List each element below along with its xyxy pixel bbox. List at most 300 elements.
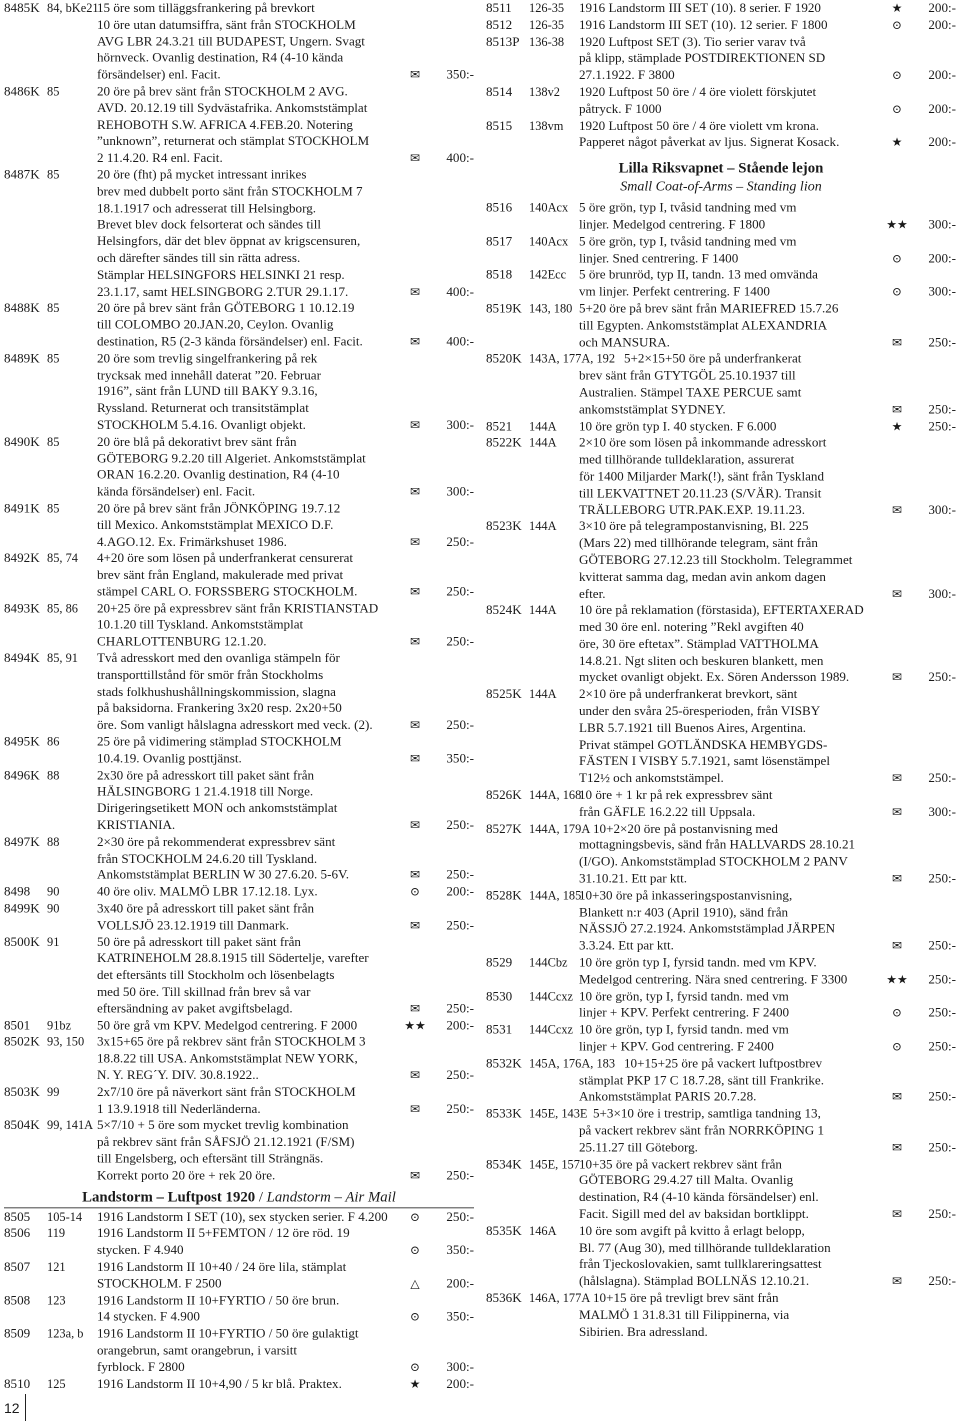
catalog-entry: [4, 734, 474, 767]
catalog-reference: 84, bKe21: [47, 0, 99, 15]
description-line: T12½ och ankomststämpel.: [579, 770, 724, 786]
description-line: Privat stämpel GOTLÄNDSKA HEMBYGDS-: [579, 736, 828, 752]
catalog-entry: [486, 1055, 956, 1105]
catalog-reference: 105-14: [47, 1209, 83, 1224]
condition-symbol-icon: ✉: [409, 334, 421, 349]
lot-number: 8528K: [486, 887, 522, 903]
condition-symbol-icon: ✉: [891, 670, 903, 685]
description-line: Ankomststämplat PARIS 20.7.28.: [579, 1088, 757, 1104]
description-line: hörnveck. Ovanlig destination, R4 (4-10 kända: [97, 50, 344, 65]
description-line: 10+2×20 öre på postanvisning med: [593, 820, 778, 836]
catalog-reference: 143, 180: [529, 301, 573, 316]
lot-number: 8509: [4, 1325, 31, 1341]
catalog-entry: [4, 1017, 474, 1034]
catalog-entry: [4, 834, 474, 884]
catalog-reference: 86: [47, 734, 60, 749]
description-line: 5 öre brunröd, typ II, tandn. 13 med omvända: [579, 266, 818, 282]
description-line: vm linjer. Perfekt centrering. F 1400: [579, 283, 770, 299]
condition-symbol-icon: ★: [891, 418, 903, 433]
price: 200:-: [446, 1275, 474, 1291]
section-rule: [4, 1207, 474, 1208]
description-line: Bl. 77 (Aug 30), med tillhörande tulldeklaration: [579, 1239, 831, 1255]
condition-symbol-icon: ✉: [409, 584, 421, 599]
lot-description: [97, 350, 412, 433]
price: 400:-: [446, 333, 474, 349]
lot-description: [97, 1226, 412, 1259]
lot-number: 8501: [4, 1017, 31, 1033]
description-line: (hålslagna). Stämplad BOLLNÄS 12.10.21.: [579, 1273, 810, 1289]
description-line: kända försändelser) enl. Facit.: [97, 483, 256, 499]
description-line: 1 13.9.1918 till Nederländerna.: [97, 1100, 261, 1116]
description-line: 5+2×15+50 öre på underfrankerat: [624, 350, 802, 366]
description-line: ankomststämplat SYDNEY.: [579, 401, 726, 417]
condition-symbol-icon: ★: [891, 135, 903, 150]
description-line: 5 öre grön, typ I, tvåsid tandning med vm: [579, 199, 797, 215]
lot-description: [97, 734, 412, 767]
description-line: brev med dubbelt porto sänt från STOCKHOLM 7: [97, 183, 363, 199]
condition-symbol-icon: ✉: [891, 1089, 903, 1104]
price: 250:-: [446, 1208, 474, 1224]
description-line: 50 öre grå vm KPV. Medelgod centrering. F 2000: [97, 1017, 358, 1033]
description-line: Australien. Stämpel TAXE PERCUE samt: [579, 384, 802, 400]
lot-description: [579, 435, 894, 519]
lot-number: 8536K: [486, 1290, 522, 1306]
lot-description: [579, 787, 894, 821]
catalog-reference: 144A, 185: [529, 888, 582, 903]
price: 400:-: [446, 283, 474, 299]
catalog-reference: 138v2: [529, 84, 560, 99]
catalog-entry: [486, 17, 956, 34]
catalog-entry: [4, 901, 474, 934]
price: 250:-: [928, 937, 956, 953]
lot-number: 8503K: [4, 1084, 40, 1099]
catalog-entry: [4, 1034, 474, 1084]
condition-symbol-icon: ✉: [409, 634, 421, 649]
price: 250:-: [928, 401, 956, 417]
catalog-reference: 126-35: [529, 0, 565, 15]
left-column: [4, 0, 474, 1392]
description-line: påtryck. F 1000: [579, 100, 662, 116]
condition-symbol-icon: ⊙: [409, 1359, 421, 1374]
description-line: ORAN 16.2.20. Ovanlig destination, R4 (4-10: [97, 466, 340, 482]
catalog-entry: [486, 267, 956, 301]
price: 250:-: [446, 1167, 474, 1183]
condition-symbol-icon: ✉: [891, 586, 903, 601]
condition-symbol-icon: ✉: [891, 938, 903, 953]
catalog-reference: 125: [47, 1376, 66, 1391]
description-line: 10 öre grön, typ I, fyrsid tandn. med vm: [579, 1021, 789, 1037]
lot-number: 8493K: [4, 600, 40, 616]
catalog-entry: [4, 550, 474, 600]
catalog-entry: [486, 351, 956, 418]
price: 200:-: [928, 67, 956, 83]
catalog-reference: 144Cbz: [529, 955, 568, 970]
condition-symbol-icon: ✉: [891, 1140, 903, 1155]
description-line: 2 11.4.20. R4 enl. Facit.: [97, 150, 223, 165]
description-line: 1916 Landstorm II 10+4,90 / 5 kr blå. Praktex.: [97, 1375, 342, 1391]
condition-symbol-icon: ✉: [409, 1168, 421, 1183]
lot-number: 8516: [486, 199, 513, 215]
lot-description: [97, 834, 412, 884]
lot-number: 8502K: [4, 1033, 40, 1049]
description-line: 15 öre som tilläggsfrankering på brevkort: [97, 0, 315, 15]
lot-number: 8498: [4, 883, 31, 899]
description-line: GÖTEBORG 9.2.20 till Algeriet. Ankomststämplat: [97, 450, 366, 466]
catalog-entry: [486, 686, 956, 787]
description-line: Ankomststämplat BERLIN W 30 27.6.20. 5-6V.: [97, 867, 350, 883]
lot-number: 8508: [4, 1292, 31, 1308]
description-line: för 1400 Miljarder Mark(!), sänt från Tyskland: [579, 468, 825, 484]
condition-symbol-icon: ⊙: [891, 17, 903, 32]
lot-description: [97, 1017, 412, 1034]
description-line: 20 öre blå på dekorativt brev sänt från: [97, 433, 297, 449]
lot-description: [579, 888, 894, 955]
lot-number: 8517: [486, 233, 513, 249]
price: 200:-: [446, 883, 474, 899]
description-line: 10 öre grön typ I. 40 stycken. F 6.000: [579, 417, 777, 433]
catalog-entry: [4, 350, 474, 433]
condition-symbol-icon: ⊙: [409, 1243, 421, 1258]
description-line: 3.3.24. Ett par ktt.: [579, 937, 674, 953]
catalog-reference: 142Ecc: [529, 267, 567, 282]
description-line: 1920 Luftpost 50 öre / 4 öre violett förskjutet: [579, 83, 817, 99]
lot-number: 8491K: [4, 500, 40, 516]
description-line: linjer. Medelgod centrering. F 1800: [579, 216, 766, 232]
description-line: 25 öre på vidimering stämplad STOCKHOLM: [97, 733, 342, 749]
description-line: 3x15+65 öre på rekbrev sänt från STOCKHOLM 3: [97, 1033, 366, 1049]
condition-symbol-icon: ⊙: [891, 1039, 903, 1054]
description-line: 4+20 öre som lösen på underfrankerat censurerat: [97, 550, 354, 566]
catalog-reference: 85: [47, 351, 60, 366]
catalog-entry: [4, 767, 474, 834]
catalog-reference: 144A: [529, 603, 557, 618]
catalog-reference: 144A: [529, 519, 557, 534]
description-line: Dirigeringsetikett MON och ankomststämplat: [97, 800, 338, 816]
description-line: 10+15+25 öre på vackert luftpostbrev: [624, 1055, 823, 1071]
price: 250:-: [446, 817, 474, 833]
catalog-entry: [486, 418, 956, 435]
description-line: 20 öre på brev sänt från STOCKHOLM 2 AVG.: [97, 83, 348, 99]
catalog-entry: [486, 200, 956, 234]
description-line: 3x40 öre på adresskort till paket sänt från: [97, 900, 315, 916]
price: 300:-: [446, 1358, 474, 1374]
price: 250:-: [928, 669, 956, 685]
price: 300:-: [928, 585, 956, 601]
catalog-reference: 91: [47, 934, 60, 949]
description-line: 4.AGO.12. Ex. Frimärkshuset 1986.: [97, 533, 287, 549]
description-line: 1916 Landstorm III SET (10). 12 serier. F 1800: [579, 16, 828, 32]
description-line: 5 öre grön, typ I, tvåsid tandning med vm: [579, 233, 797, 249]
description-line: 14.8.21. Ngt sliten och beskuren blankett, men: [579, 652, 824, 668]
condition-symbol-icon: ✉: [891, 502, 903, 517]
description-line: under den svåra 25-öresperioden, från VISBY: [579, 703, 821, 719]
catalog-reference: 85: [47, 167, 60, 182]
description-line: och därefter sändes till sin rätta adress.: [97, 250, 301, 266]
lot-number: 8487K: [4, 166, 40, 182]
description-line: öre. Som vanligt hålslagna adresskort med veck. (2).: [97, 717, 373, 733]
catalog-reference: 144A, 168: [529, 787, 582, 802]
description-line: ”unknown”, returnerat och stämplat STOCKHOLM: [97, 133, 370, 149]
catalog-entry: [4, 434, 474, 501]
price: 250:-: [928, 334, 956, 350]
price: 300:-: [446, 483, 474, 499]
lot-number: 8507: [4, 1258, 31, 1274]
lot-description: [97, 884, 412, 901]
catalog-reference: 146A, 177A: [529, 1291, 591, 1306]
description-line: Blankett n:r 403 (April 1910), sänd från: [579, 904, 789, 920]
catalog-entry: [486, 435, 956, 519]
description-line: VOLLSJÖ 23.12.1919 till Danmark.: [97, 917, 290, 933]
description-line: HÄLSINGBORG 1 21.4.1918 till Norge.: [97, 783, 314, 799]
price: 350:-: [446, 1308, 474, 1324]
description-line: från STOCKHOLM 24.6.20 till Tyskland.: [97, 850, 318, 866]
description-line: 10.1.20 till Tyskland. Ankomststämplat: [97, 617, 304, 632]
catalog-reference: 85: [47, 301, 60, 316]
description-line: KRISTIANIA.: [97, 817, 176, 833]
page-number-rule: [25, 1394, 26, 1421]
price: 350:-: [446, 750, 474, 766]
catalog-reference: 88: [47, 768, 60, 783]
catalog-entry: [4, 934, 474, 1017]
description-line: 1916 Landstorm II 5+FEMTON / 12 öre röd. 19: [97, 1225, 350, 1241]
lot-number: 8512: [486, 16, 513, 32]
lot-number: 8520K: [486, 350, 522, 366]
catalog-reference: 144A, 179A: [529, 821, 591, 836]
lot-description: [579, 820, 894, 887]
description-line: Ryssland. Returnerat och transitstämplat: [97, 400, 309, 416]
price: 300:-: [928, 501, 956, 517]
lot-description: [97, 550, 412, 600]
lot-description: [97, 1326, 412, 1376]
description-line: och MANSURA.: [579, 334, 670, 350]
catalog-reference: 85, 91: [47, 651, 78, 666]
condition-symbol-icon: ★★: [886, 972, 908, 987]
description-line: 10 öre utan datumsiffra, sänt från STOCKHOLM: [97, 16, 356, 32]
description-line: brev sänt från GTYTGÖL 25.10.1937 till: [579, 367, 796, 383]
description-line: 10+30 öre på inkasseringspostanvisning,: [579, 887, 793, 903]
description-line: REHOBOTH S.W. AFRICA 4.FEB.20. Notering: [97, 116, 353, 132]
price: 250:-: [446, 583, 474, 599]
price: 250:-: [446, 867, 474, 883]
catalog-entry: [486, 34, 956, 84]
description-line: N. Y. REG´Y. DIV. 30.8.1922..: [97, 1067, 259, 1083]
catalog-reference: 145E, 143E: [529, 1106, 588, 1121]
catalog-entry: [486, 301, 956, 351]
lot-description: [97, 500, 412, 550]
price: 200:-: [446, 1375, 474, 1391]
lot-description: [97, 767, 412, 834]
price: 350:-: [446, 66, 474, 82]
lot-description: [97, 1259, 412, 1292]
lot-description: [579, 1156, 894, 1223]
description-line: stads folkhushushållningskommission, slagna: [97, 683, 336, 699]
catalog-entry: [486, 1290, 956, 1340]
lot-number: 8521: [486, 417, 513, 433]
lot-number: 8497K: [4, 833, 40, 849]
description-line: 20+25 öre på expressbrev sänt från KRISTIANSTAD: [97, 600, 379, 616]
catalog-reference: 144Ccxz: [529, 1022, 574, 1037]
description-line: 27.1.1922. F 3800: [579, 67, 675, 83]
condition-symbol-icon: ★★: [886, 217, 908, 232]
price: 250:-: [446, 1000, 474, 1016]
price: 250:-: [928, 770, 956, 786]
catalog-entry: [486, 519, 956, 603]
description-line: på rekbrev sänt från SÅFSJÖ 21.12.1921 (F/SM): [97, 1134, 355, 1149]
description-line: CHARLOTTENBURG 12.1.20.: [97, 633, 267, 649]
condition-symbol-icon: ⊙: [891, 101, 903, 116]
catalog-reference: 119: [47, 1226, 66, 1241]
lot-number: 8525K: [486, 686, 522, 702]
catalog-entry: [4, 1326, 474, 1376]
description-line: stycken. F 4.940: [97, 1242, 184, 1258]
lot-number: 8531: [486, 1021, 513, 1037]
lot-description: [579, 418, 894, 435]
catalog-entry: [486, 955, 956, 989]
lot-description: [579, 200, 894, 234]
condition-symbol-icon: ✉: [409, 751, 421, 766]
price: 250:-: [446, 533, 474, 549]
description-line: Helsingfors, där det blev öppnat av krigscensuren,: [97, 233, 361, 249]
description-line: MALMÖ 1 31.8.31 till Filippinerna, via: [579, 1306, 790, 1322]
condition-symbol-icon: ✉: [409, 1101, 421, 1116]
description-line: Medelgod centrering. Nära sned centrering. F 3300: [579, 971, 848, 987]
catalog-entry: [486, 820, 956, 887]
lot-description: [579, 1022, 894, 1056]
description-line: eftersändning av paket avgiftsbelagd.: [97, 1000, 293, 1016]
condition-symbol-icon: ✉: [409, 534, 421, 549]
lot-description: [97, 300, 412, 350]
description-line: till Egypten. Ankomststämplat ALEXANDRIA: [579, 317, 828, 333]
lot-description: [579, 1290, 894, 1340]
description-line: brev sänt från England, makulerade med privat: [97, 567, 344, 582]
catalog-entry: [4, 0, 474, 83]
description-line: 1916 Landstorm III SET (10). 8 serier. F 1920: [579, 0, 821, 15]
condition-symbol-icon: ✉: [891, 1274, 903, 1289]
description-line: TRÄLLEBORG UTR.PAK.EXP. 19.11.23.: [579, 501, 806, 517]
section-subtitle: Small Coat-of-Arms – Standing lion: [620, 179, 822, 195]
lot-description: [579, 0, 894, 17]
condition-symbol-icon: ★★: [404, 1018, 426, 1033]
price: 250:-: [928, 1004, 956, 1020]
description-line: 10 öre på reklamation (förstasida), EFTERTAXERAD: [579, 602, 864, 618]
price: 250:-: [446, 633, 474, 649]
lot-description: [97, 1084, 412, 1117]
price: 250:-: [446, 717, 474, 733]
description-line: LBR 5.7.1921 till Buenos Aires, Argentina.: [579, 719, 807, 735]
lot-number: 8511: [486, 0, 512, 15]
description-line: destination, R5 (2-3 kända försändelser) enl. Facit.: [97, 333, 363, 349]
description-line: 18.8.22 till USA. Ankomststämplat NEW YORK,: [97, 1050, 358, 1066]
lot-description: [579, 84, 894, 118]
lot-number: 8527K: [486, 820, 522, 836]
lot-description: [579, 955, 894, 989]
catalog-reference: 99, 141A: [47, 1118, 94, 1133]
lot-description: [97, 434, 412, 501]
lot-description: [97, 600, 412, 650]
description-line: STOCKHOLM 5.4.16. Ovanligt objekt.: [97, 416, 306, 432]
lot-number: 8485K: [4, 0, 40, 15]
lot-description: [579, 1106, 894, 1156]
lot-number: 8488K: [4, 300, 40, 316]
lot-number: 8533K: [486, 1105, 522, 1121]
lot-number: 8532K: [486, 1055, 522, 1071]
description-line: 10 öre grön, typ I, fyrsid tandn. med vm: [579, 988, 789, 1004]
condition-symbol-icon: ✉: [409, 1068, 421, 1083]
description-line: 20 öre på brev sänt från GÖTEBORG 1 10.12.19: [97, 300, 355, 316]
catalog-entry: [4, 300, 474, 350]
catalog-reference: 85: [47, 501, 60, 516]
description-line: FÄSTEN I VISBY 5.7.1921, samt lösenstämpel: [579, 753, 830, 769]
description-line: 40 öre oliv. MALMÖ LBR 17.12.18. Lyx.: [97, 883, 318, 899]
page-number: 12: [4, 1400, 20, 1416]
catalog-reference: 93, 150: [47, 1034, 85, 1049]
lot-number: 8534K: [486, 1155, 522, 1171]
catalog-entry: [486, 888, 956, 955]
catalog-entry: [4, 1209, 474, 1226]
lot-description: [579, 1223, 894, 1290]
lot-description: [579, 267, 894, 301]
condition-symbol-icon: ✉: [409, 868, 421, 883]
catalog-reference: 145A, 176A, 183: [529, 1056, 616, 1071]
description-line: 20 öre på brev sänt från JÖNKÖPING 19.7.12: [97, 500, 341, 516]
price: 300:-: [928, 283, 956, 299]
description-line: 20 öre som trevlig singelfrankering på rek: [97, 350, 318, 366]
catalog-reference: 126-35: [529, 17, 565, 32]
lot-number: 8489K: [4, 350, 40, 366]
catalog-entry: [4, 1084, 474, 1117]
lot-number: 8490K: [4, 433, 40, 449]
lot-description: [97, 1209, 412, 1226]
price: 250:-: [928, 417, 956, 433]
price: 250:-: [928, 971, 956, 987]
description-line: 20 öre (fht) på mycket intressant inrikes: [97, 166, 307, 182]
lot-description: [97, 1292, 412, 1325]
lot-number: 8495K: [4, 733, 40, 749]
catalog-entry: [4, 1259, 474, 1292]
description-line: öre, 30 öre eftetax”. Stämplad VATTHOLMA: [579, 635, 819, 651]
description-line: 1920 Luftpost SET (3). Tio serier varav två: [579, 33, 806, 49]
lot-number: 8500K: [4, 933, 40, 949]
condition-symbol-icon: ✉: [891, 402, 903, 417]
description-line: transporttillstånd för smör från Stockholms: [97, 667, 324, 682]
price: 250:-: [446, 1100, 474, 1116]
catalog-reference: 99: [47, 1085, 60, 1099]
price: 250:-: [928, 870, 956, 886]
description-line: trycksak med innehåll daterat ”20. Februar: [97, 366, 321, 382]
catalog-entry: [4, 1376, 474, 1393]
catalog-entry: [4, 884, 474, 901]
catalog-reference: 90: [47, 884, 60, 899]
catalog-reference: 144Ccxz: [529, 989, 574, 1004]
description-line: GÖTEBORG 29.4.27 till Malta. Ovanlig: [579, 1172, 794, 1188]
condition-symbol-icon: ⊙: [891, 284, 903, 299]
lot-description: [97, 167, 412, 300]
price: 300:-: [928, 216, 956, 232]
lot-number: 8529: [486, 954, 513, 970]
description-line: 2x7/10 öre på näverkort sänt från STOCKHOLM: [97, 1084, 356, 1099]
description-line: till Mexico. Ankomststämplat MEXICO D.F.: [97, 516, 334, 532]
description-line: Sibirien. Bra adressland.: [579, 1323, 708, 1339]
catalog-entry: [486, 0, 956, 17]
price: 200:-: [928, 134, 956, 150]
lot-number: 8519K: [486, 300, 522, 316]
condition-symbol-icon: ✉: [409, 67, 421, 82]
condition-symbol-icon: ✉: [409, 417, 421, 432]
condition-symbol-icon: ✉: [409, 484, 421, 499]
description-line: till Engelsberg, och eftersänt till Strängnäs.: [97, 1150, 324, 1166]
lot-number: 8513P: [486, 33, 520, 49]
description-line: 10+35 öre på vackert rekbrev sänt från: [579, 1155, 782, 1171]
